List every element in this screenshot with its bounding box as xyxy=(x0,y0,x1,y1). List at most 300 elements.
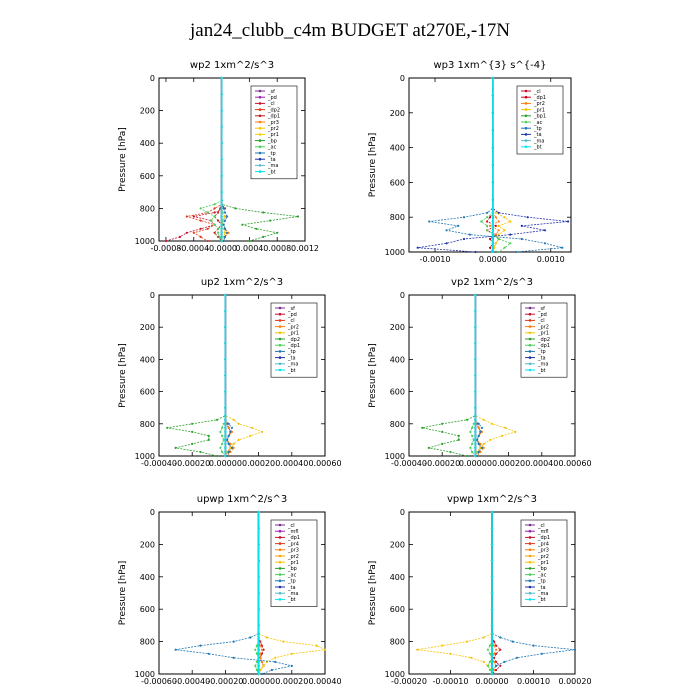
data-point xyxy=(495,645,497,647)
y-tick-label: 800 xyxy=(139,419,155,429)
data-point xyxy=(491,592,493,594)
panel-2 xyxy=(368,60,571,264)
data-point xyxy=(491,653,493,655)
y-tick-label: 1000 xyxy=(134,670,155,679)
y-tick-label: 400 xyxy=(389,572,405,582)
data-point xyxy=(491,657,493,659)
x-tick-label: 0.00060 xyxy=(308,459,342,468)
data-point xyxy=(498,212,500,214)
legend-marker xyxy=(525,102,528,105)
data-point xyxy=(262,211,264,213)
data-point xyxy=(486,212,488,214)
legend-label: _cl xyxy=(268,101,275,108)
legend-marker xyxy=(259,139,262,142)
legend-marker xyxy=(529,592,532,595)
legend-marker xyxy=(529,524,532,527)
panel-title: vpwp 1xm^2/s^3 xyxy=(446,494,538,505)
data-point xyxy=(233,657,235,659)
data-point xyxy=(258,665,260,667)
legend-label: _dp2 xyxy=(288,336,301,343)
data-point xyxy=(498,238,500,240)
data-point xyxy=(532,645,534,647)
data-point xyxy=(495,234,497,236)
panel-4 xyxy=(368,277,592,468)
x-tick-label: -0.0008 xyxy=(150,244,182,253)
y-tick-label: 800 xyxy=(139,637,155,647)
data-point xyxy=(254,665,256,667)
panel-5 xyxy=(118,494,342,686)
data-point xyxy=(491,527,493,529)
data-point xyxy=(474,451,476,453)
data-point xyxy=(495,212,497,214)
x-tick-label: 0.00020 xyxy=(275,677,309,686)
data-point xyxy=(224,419,226,421)
data-point xyxy=(271,669,273,671)
data-point xyxy=(221,443,223,445)
data-point xyxy=(226,215,228,217)
data-point xyxy=(474,310,476,312)
data-point xyxy=(214,211,216,213)
data-point xyxy=(276,232,278,234)
data-point xyxy=(458,439,460,441)
legend-marker xyxy=(279,586,282,589)
data-point xyxy=(258,608,260,610)
panel-3 xyxy=(118,277,342,468)
legend-marker xyxy=(529,573,532,576)
data-point xyxy=(491,423,493,425)
legend-label: _ac xyxy=(534,119,543,126)
x-tick-label: 0.00040 xyxy=(275,459,309,468)
legend-label: _ac xyxy=(538,572,547,579)
data-point xyxy=(221,435,223,437)
y-tick-label: 400 xyxy=(139,572,155,582)
data-point xyxy=(291,665,293,667)
data-point xyxy=(217,220,219,222)
legend-label: _bt xyxy=(288,597,296,604)
data-point xyxy=(274,657,276,659)
series-line-ac xyxy=(201,78,222,241)
series-line-dp2 xyxy=(422,295,475,456)
data-point xyxy=(521,225,523,227)
panel-1 xyxy=(118,60,319,253)
data-point xyxy=(221,77,223,79)
legend-marker xyxy=(259,108,262,111)
legend-marker xyxy=(529,549,532,552)
legend-label: _pr4 xyxy=(538,541,549,548)
y-tick-label: 600 xyxy=(389,387,405,397)
legend-label: _pr2 xyxy=(538,324,549,331)
data-point xyxy=(258,624,260,626)
data-point xyxy=(261,649,263,651)
legend-marker xyxy=(525,96,528,99)
data-point xyxy=(261,673,263,675)
data-point xyxy=(471,427,473,429)
data-point xyxy=(492,242,494,244)
x-tick-label: 0.0008 xyxy=(263,244,292,253)
data-point xyxy=(479,431,481,433)
y-axis-label: Pressure [hPa] xyxy=(118,343,128,408)
y-tick-label: 0 xyxy=(149,508,155,517)
legend-label: _ta xyxy=(538,355,546,362)
data-point xyxy=(224,455,226,457)
panel-title: vp2 1xm^2/s^3 xyxy=(451,277,533,288)
data-point xyxy=(208,439,210,441)
data-point xyxy=(492,94,494,96)
data-point xyxy=(483,443,485,445)
x-tick-label: -0.00040 xyxy=(141,459,177,468)
data-point xyxy=(224,228,226,230)
series-line-dp2 xyxy=(187,78,222,241)
legend-label: _pr1 xyxy=(288,560,299,566)
data-point xyxy=(254,649,256,651)
data-point xyxy=(503,661,505,663)
legend-marker xyxy=(279,350,282,353)
legend-label: _sf xyxy=(268,88,275,95)
legend-label: _pd xyxy=(288,312,297,318)
legend-marker xyxy=(259,90,262,93)
data-point xyxy=(221,175,223,177)
data-point xyxy=(186,215,188,217)
legend-label: _pr3 xyxy=(538,547,549,554)
data-point xyxy=(492,181,494,183)
y-tick-label: 400 xyxy=(139,355,155,365)
data-point xyxy=(248,240,250,242)
legend-marker xyxy=(529,350,532,353)
data-point xyxy=(463,216,465,218)
legend-marker xyxy=(259,170,262,173)
data-point xyxy=(474,251,476,253)
legend-marker xyxy=(529,567,532,570)
data-point xyxy=(165,240,167,242)
data-point xyxy=(491,661,493,663)
legend-marker xyxy=(529,332,532,335)
data-point xyxy=(474,326,476,328)
data-point xyxy=(224,232,226,234)
data-point xyxy=(258,661,260,663)
legend-label: _pr2 xyxy=(268,126,279,132)
legend-label: _dp1 xyxy=(268,113,281,120)
y-tick-label: 400 xyxy=(389,355,405,365)
data-point xyxy=(474,342,476,344)
legend-marker xyxy=(529,356,532,359)
legend-marker xyxy=(259,164,262,167)
data-point xyxy=(214,232,216,234)
data-point xyxy=(458,435,460,437)
legend-marker xyxy=(259,127,262,130)
data-point xyxy=(210,220,212,222)
data-point xyxy=(224,427,226,429)
data-point xyxy=(241,224,243,226)
data-point xyxy=(492,229,494,231)
data-point xyxy=(498,225,500,227)
data-point xyxy=(466,419,468,421)
x-tick-label: 0.00000 xyxy=(208,459,242,468)
data-point xyxy=(258,636,260,638)
x-tick-label: 0.00060 xyxy=(558,459,592,468)
legend-label: _tp xyxy=(288,578,296,585)
legend-marker xyxy=(279,567,282,570)
legend-label: _ma xyxy=(268,163,279,170)
data-point xyxy=(495,653,497,655)
legend-label: _tp xyxy=(268,150,276,157)
data-point xyxy=(207,228,209,230)
data-point xyxy=(474,427,476,429)
data-point xyxy=(489,661,491,663)
legend-marker xyxy=(529,313,532,316)
x-tick-label: 0.0004 xyxy=(235,244,264,253)
data-point xyxy=(258,657,260,659)
data-point xyxy=(224,310,226,312)
legend-label: _bp1 xyxy=(534,113,547,120)
data-point xyxy=(224,451,226,453)
data-point xyxy=(224,443,226,445)
y-tick-label: 0 xyxy=(149,291,155,300)
data-point xyxy=(474,358,476,360)
data-point xyxy=(491,624,493,626)
legend-label: _dp1 xyxy=(538,535,551,542)
x-tick-label: -0.00020 xyxy=(207,677,244,686)
data-point xyxy=(255,228,257,230)
legend-label: _pd xyxy=(268,95,277,101)
data-point xyxy=(186,232,188,234)
data-point xyxy=(231,447,233,449)
data-point xyxy=(492,112,494,114)
data-point xyxy=(486,225,488,227)
data-point xyxy=(503,229,505,231)
legend-label: _ac xyxy=(288,572,297,579)
legend-marker xyxy=(279,549,282,552)
data-point xyxy=(491,665,493,667)
data-point xyxy=(208,435,210,437)
data-point xyxy=(221,126,223,128)
legend-label: _bt xyxy=(534,144,542,151)
data-point xyxy=(258,632,260,634)
data-point xyxy=(223,240,225,242)
data-point xyxy=(258,641,260,643)
y-tick-label: 200 xyxy=(139,106,155,116)
data-point xyxy=(474,374,476,376)
legend-label: _ta xyxy=(538,584,546,591)
legend-label: _mfl xyxy=(538,529,549,535)
data-point xyxy=(238,423,240,425)
x-tick-label: -0.00010 xyxy=(432,677,469,686)
y-axis-label: Pressure [hPa] xyxy=(118,127,128,192)
data-point xyxy=(216,419,218,421)
data-point xyxy=(224,407,226,409)
data-point xyxy=(493,641,495,643)
data-point xyxy=(495,216,497,218)
panel-title: up2 1xm^2/s^3 xyxy=(200,277,284,288)
series-line-dp1 xyxy=(487,78,496,252)
data-point xyxy=(495,661,497,663)
data-point xyxy=(316,645,318,647)
data-point xyxy=(224,220,226,222)
data-point xyxy=(514,431,516,433)
data-point xyxy=(499,636,501,638)
y-tick-label: 200 xyxy=(139,323,155,333)
data-point xyxy=(175,649,177,651)
data-point xyxy=(224,374,226,376)
legend-label: _ta xyxy=(288,584,296,591)
data-point xyxy=(492,77,494,79)
legend-marker xyxy=(259,115,262,118)
y-tick-label: 0 xyxy=(399,508,405,517)
data-point xyxy=(466,641,468,643)
data-point xyxy=(221,232,223,234)
legend-marker xyxy=(525,115,528,118)
x-tick-label: -0.0004 xyxy=(178,244,210,253)
legend-label: _dp1 xyxy=(288,343,301,349)
legend-marker xyxy=(279,325,282,328)
y-tick-label: 1000 xyxy=(134,452,155,461)
data-point xyxy=(258,592,260,594)
data-point xyxy=(446,242,448,244)
legend-label: _sf xyxy=(538,305,545,312)
series-line-pr1 xyxy=(417,512,492,674)
legend-marker xyxy=(279,344,282,347)
data-point xyxy=(474,443,476,445)
y-tick-label: 600 xyxy=(389,178,405,188)
legend-label: _pr2 xyxy=(288,324,299,331)
legend-marker xyxy=(279,363,282,366)
legend-marker xyxy=(529,325,532,328)
legend-marker xyxy=(529,319,532,322)
legend-label: _ma xyxy=(534,138,545,145)
legend-label: _sf xyxy=(288,305,295,312)
y-tick-label: 200 xyxy=(139,540,155,550)
data-point xyxy=(512,641,514,643)
data-point xyxy=(191,431,193,433)
data-point xyxy=(258,576,260,578)
data-point xyxy=(428,220,430,222)
legend-label: _pr1 xyxy=(538,560,549,566)
data-point xyxy=(269,220,271,222)
data-point xyxy=(274,661,276,663)
data-point xyxy=(224,326,226,328)
data-point xyxy=(221,93,223,95)
data-point xyxy=(258,527,260,529)
legend-label: _cl xyxy=(538,522,545,529)
data-point xyxy=(491,649,493,651)
legend-marker xyxy=(529,580,532,583)
data-point xyxy=(483,636,485,638)
legend-marker xyxy=(529,555,532,558)
legend-label: _bt xyxy=(538,597,546,604)
y-tick-label: 800 xyxy=(389,637,405,647)
legend-label: _cl xyxy=(288,318,295,325)
data-point xyxy=(493,661,495,663)
data-point xyxy=(221,224,223,226)
legend-label: _cl xyxy=(538,318,545,325)
legend-marker xyxy=(279,332,282,335)
legend-marker xyxy=(279,598,282,601)
legend-marker xyxy=(529,536,532,539)
data-point xyxy=(258,649,260,651)
data-point xyxy=(503,247,505,249)
data-point xyxy=(489,653,491,655)
legend-marker xyxy=(525,108,528,111)
data-point xyxy=(224,435,226,437)
data-point xyxy=(474,423,476,425)
data-point xyxy=(224,294,226,296)
data-point xyxy=(491,543,493,545)
data-point xyxy=(224,391,226,393)
legend-label: _dp2 xyxy=(268,107,281,114)
y-tick-label: 800 xyxy=(389,419,405,429)
data-point xyxy=(221,142,223,144)
legend-label: _pr1 xyxy=(534,107,545,114)
data-point xyxy=(417,247,419,249)
data-point xyxy=(474,294,476,296)
data-point xyxy=(492,234,494,236)
legend-marker xyxy=(529,530,532,533)
data-point xyxy=(224,431,226,433)
y-tick-label: 400 xyxy=(389,143,405,153)
data-point xyxy=(221,236,223,238)
y-axis-label: Pressure [hPa] xyxy=(368,343,378,408)
legend-label: _pr2 xyxy=(288,553,299,560)
data-point xyxy=(208,653,210,655)
data-point xyxy=(214,207,216,209)
legend-label: _bp xyxy=(538,566,547,573)
y-tick-label: 400 xyxy=(139,139,155,149)
legend-label: _pr4 xyxy=(288,541,299,548)
data-point xyxy=(217,232,219,234)
data-point xyxy=(262,236,264,238)
legend-marker xyxy=(525,139,528,142)
data-point xyxy=(191,443,193,445)
legend-label: _ma xyxy=(288,361,299,368)
data-point xyxy=(492,220,494,222)
data-point xyxy=(474,419,476,421)
data-point xyxy=(486,229,488,231)
legend-marker xyxy=(259,102,262,105)
data-point xyxy=(499,665,501,667)
data-point xyxy=(489,247,491,249)
legend-label: _pr3 xyxy=(268,119,279,126)
x-tick-label: 0.00020 xyxy=(242,459,276,468)
data-point xyxy=(521,238,523,240)
y-tick-label: 200 xyxy=(389,108,405,118)
y-tick-label: 0 xyxy=(399,74,405,83)
data-point xyxy=(499,649,501,651)
y-tick-label: 0 xyxy=(399,291,405,300)
data-point xyxy=(416,649,418,651)
legend-marker xyxy=(279,356,282,359)
data-point xyxy=(469,447,471,449)
data-point xyxy=(228,423,230,425)
legend-label: _ta xyxy=(268,157,276,163)
legend-marker xyxy=(279,530,282,533)
y-tick-label: 1000 xyxy=(384,452,405,461)
x-tick-label: 0.0012 xyxy=(291,244,319,253)
data-point xyxy=(491,632,493,634)
data-point xyxy=(193,232,195,234)
series-line-cl xyxy=(166,78,225,241)
legend-marker xyxy=(525,90,528,93)
data-point xyxy=(503,216,505,218)
data-point xyxy=(258,653,260,655)
x-tick-label: 0.0000 xyxy=(478,255,507,264)
data-point xyxy=(478,435,480,437)
data-point xyxy=(221,199,223,201)
data-point xyxy=(228,427,230,429)
data-point xyxy=(515,251,517,253)
legend-marker xyxy=(259,146,262,149)
data-point xyxy=(214,224,216,226)
x-tick-label: 0.00010 xyxy=(516,677,551,686)
data-point xyxy=(224,211,226,213)
